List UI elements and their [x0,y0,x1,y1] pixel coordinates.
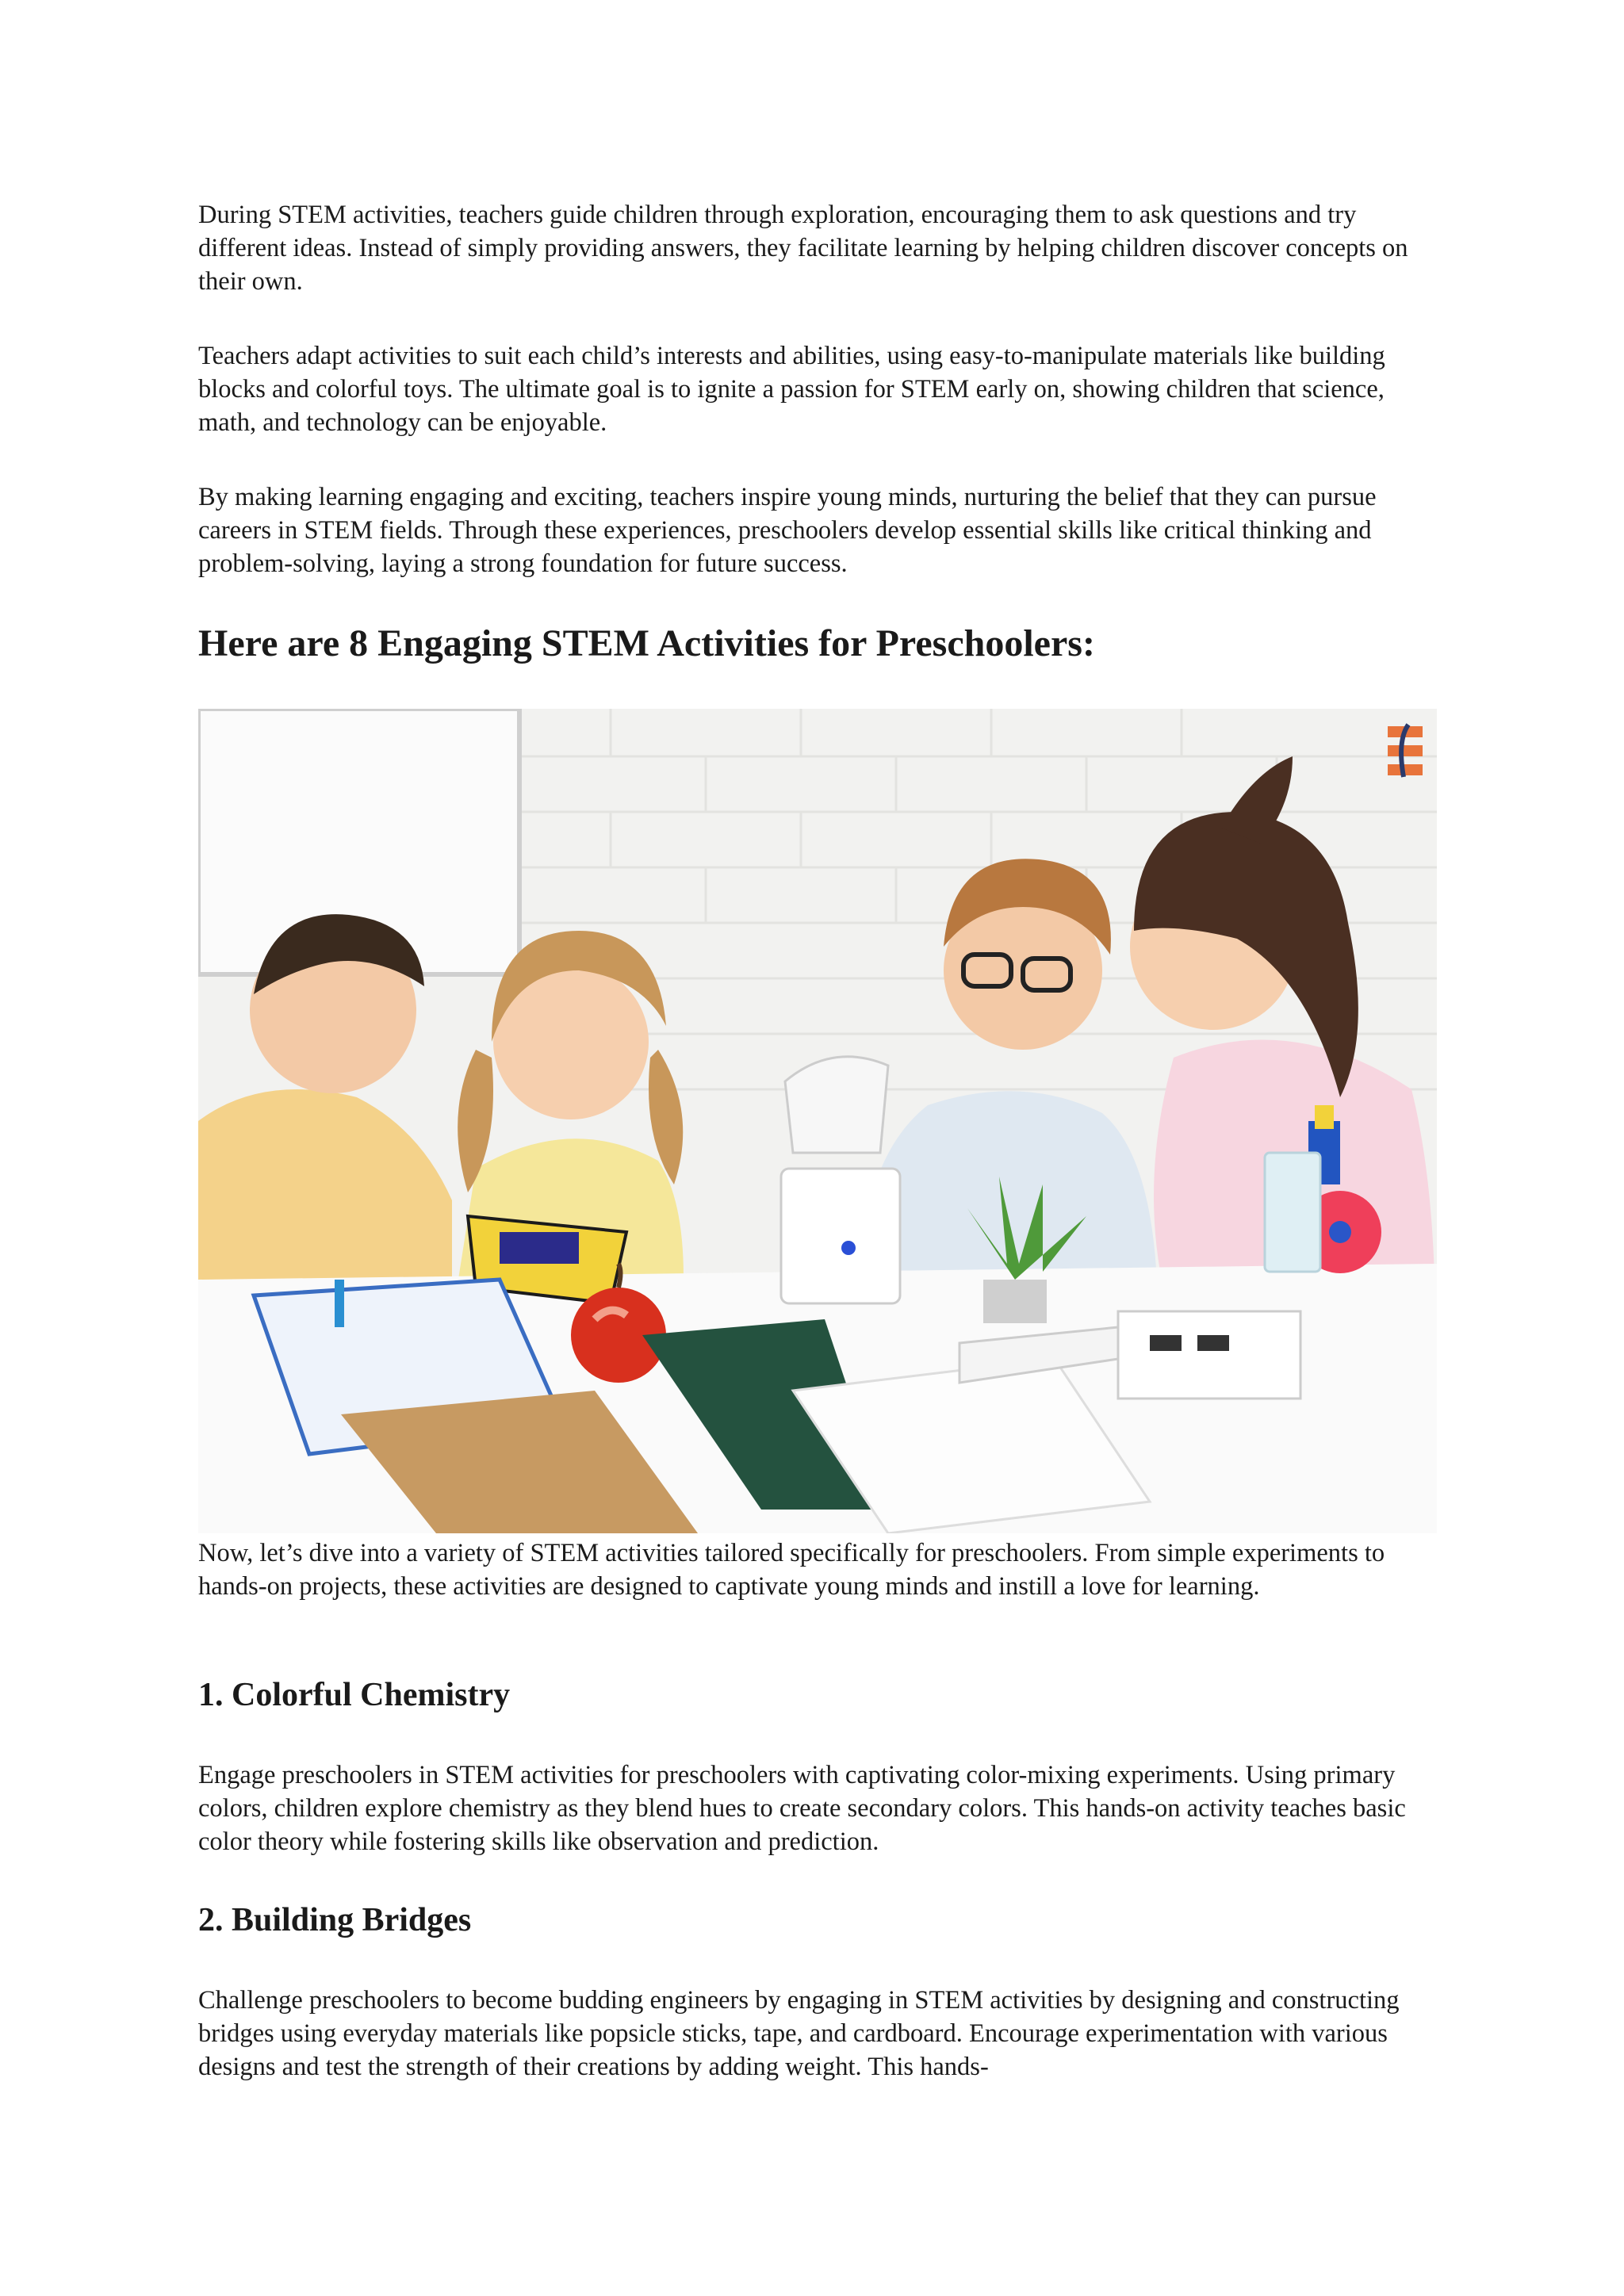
paragraph-teacher-guidance: During STEM activities, teachers guide children through exploration, encouraging them to ask questions and try different ideas. Instead of simply providing answers, they facilitate learning by helping children discover concepts on their own. [198,201,1408,296]
robot-kit [781,1057,900,1303]
brand-logo-icon [1388,725,1423,777]
glass-cup [1265,1153,1320,1272]
paragraph-inspire-minds: By making learning engaging and exciting, teachers inspire young minds, nurturing the belief that they can pursue careers in STEM fields. Through these experiences, preschoolers develop essential skills like critical thinking and problem-solving, laying a strong foundation for future success. [198,483,1377,578]
paragraph-building-bridges: Challenge preschoolers to become budding engineers by engaging in STEM activities by designing and constructing bridges using everyday materials like popsicle sticks, tape, and cardboard. Encourage experimentation with various designs and test the strength of their creations by adding weight. This hands- [198,1986,1400,2081]
stem-kids-photo [198,709,1437,1533]
paragraph-dive-in: Now, let’s dive into a variety of STEM activities tailored specifically for preschoolers. From simple experiments to hands-on projects, these activities are designed to captivate young minds and instill a love for learning. [198,1539,1385,1601]
section-heading-main: Here are 8 Engaging STEM Activities for Preschoolers: [198,622,1095,664]
paragraph-adapt-activities: Teachers adapt activities to suit each child’s interests and abilities, using easy-to-manipulate materials like building blocks and colorful toys. The ultimate goal is to ignite a passion for STEM early on, showing children that science, math, and technology can be enjoyable. [198,342,1385,437]
heading-building-bridges: 2. Building Bridges [198,1902,472,1938]
heading-colorful-chemistry: 1. Colorful Chemistry [198,1677,511,1713]
paragraph-colorful-chemistry: Engage preschoolers in STEM activities for preschoolers with captivating color-mixing experiments. Using primary colors, children explore chemistry as they blend hues to create secondary colors. This hands-on activity teaches basic color theory while fostering skills like observation and prediction. [198,1761,1406,1856]
photo-illustration [198,709,1437,1533]
pencil [335,1280,344,1327]
